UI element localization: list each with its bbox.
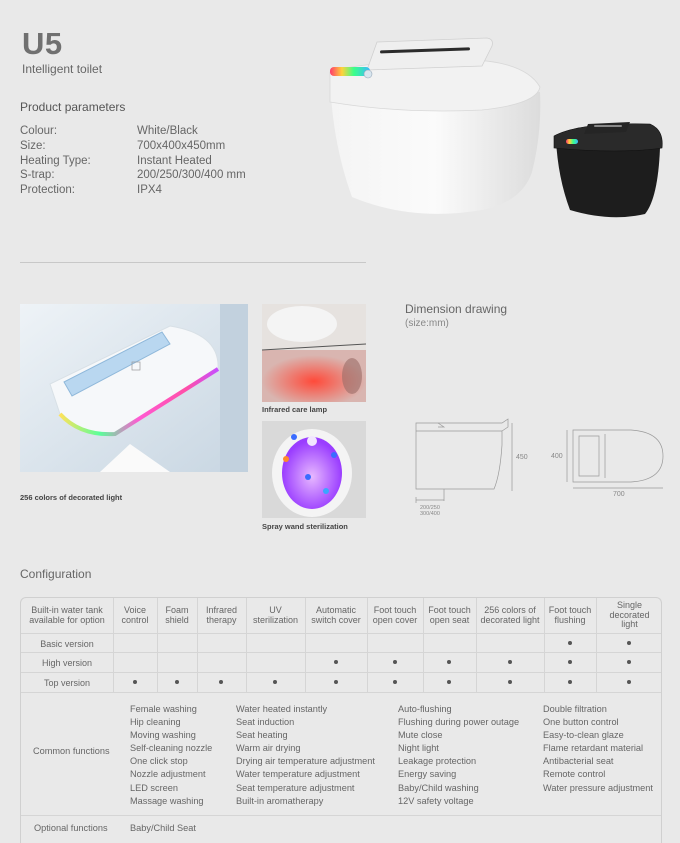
grid-line: [21, 652, 661, 653]
version-mark: [568, 680, 572, 684]
version-mark: [334, 660, 338, 664]
function-item: Seat induction: [236, 717, 295, 728]
function-item: Water heated instantly: [236, 704, 328, 714]
function-item: Antibacterial seat: [543, 756, 614, 767]
header-uv-sterilization: UV sterilization: [253, 605, 299, 625]
param-row-protection: Protection: IPX4: [20, 184, 162, 197]
function-item: Self-cleaning nozzle: [130, 743, 213, 754]
function-item: Water temperature adjustment: [236, 769, 360, 780]
function-item: Leakage protection: [398, 756, 477, 767]
function-item: Night light: [398, 743, 439, 754]
led-caption: 256 colors of decorated light: [20, 493, 123, 502]
function-item: Baby/Child washing: [398, 782, 479, 793]
function-item: Mute close: [398, 730, 443, 741]
function-item: Female washing: [130, 704, 197, 714]
common-functions-column-3: [398, 703, 519, 808]
trap-label-1: 200/250: [420, 505, 440, 511]
dimension-title: Dimension drawing: [405, 302, 508, 316]
width-label: 400: [551, 453, 563, 460]
spray-wand-photo: [262, 421, 366, 518]
params-title: Product parameters: [20, 100, 126, 114]
length-label: 700: [613, 491, 625, 498]
optional-functions-value: Baby/Child Seat: [130, 823, 196, 833]
function-item: LED screen: [130, 782, 179, 793]
function-item: Double filtration: [543, 704, 607, 714]
function-item: One button control: [543, 717, 619, 728]
header-foot-touch-open-seat: Foot touch open seat: [428, 605, 471, 625]
configuration-title: Configuration: [20, 567, 92, 581]
param-row-colour: Colour: White/Black: [20, 125, 198, 137]
function-item: One click stop: [130, 756, 188, 767]
header-automatic-switch-cover: Automatic switch cover: [311, 605, 361, 625]
version-mark: [627, 641, 631, 645]
row-label-high: High version: [41, 657, 93, 668]
configuration-table: [20, 597, 662, 843]
version-mark: [133, 680, 137, 684]
version-mark: [508, 680, 512, 684]
common-functions-label: Common functions: [33, 746, 110, 756]
header-foam-shield: Foam shield: [165, 605, 189, 625]
header-infrared-therapy: Infrared therapy: [205, 605, 238, 625]
function-item: Nozzle adjustment: [130, 769, 206, 780]
function-item: Flame retardant material: [543, 743, 644, 754]
function-item: Seat heating: [236, 730, 288, 741]
function-item: Easy-to-clean glaze: [543, 730, 624, 741]
grid-line: [21, 692, 661, 693]
version-mark: [447, 680, 451, 684]
black-toilet-image: [550, 118, 666, 222]
grid-line: [21, 633, 661, 634]
function-item: Built-in aromatherapy: [236, 795, 324, 806]
version-mark: [219, 680, 223, 684]
white-toilet-image: [322, 32, 544, 218]
height-label: 450: [516, 454, 528, 461]
divider: [20, 262, 366, 263]
header-single-decorated-light: Single decorated light: [609, 600, 650, 630]
common-functions-column-4: [543, 703, 653, 795]
dimension-side-view: [408, 405, 530, 520]
params-list: [20, 124, 246, 198]
grid-line: [21, 672, 661, 673]
version-mark: [627, 680, 631, 684]
infrared-caption: Infrared care lamp: [262, 405, 328, 414]
header-water-tank: Built-in water tank available for option: [29, 605, 105, 625]
header-foot-touch-open-cover: Foot touch open cover: [372, 605, 418, 625]
function-item: Flushing during power outage: [398, 717, 520, 728]
common-functions-column-2: [236, 703, 375, 808]
version-mark: [334, 680, 338, 684]
header-256-colors-light: 256 colors of decorated light: [480, 605, 540, 625]
function-item: Moving washing: [130, 730, 196, 741]
param-row-strap: S-trap: 200/250/300/400 mm: [20, 169, 246, 182]
version-mark: [568, 660, 572, 664]
param-row-heating: Heating Type: Instant Heated: [20, 154, 212, 167]
version-mark: [393, 660, 397, 664]
model-name: U5: [22, 26, 63, 61]
function-item: 12V safety voltage: [398, 795, 474, 806]
function-item: Drying air temperature adjustment: [236, 756, 375, 767]
optional-functions-label: Optional functions: [34, 823, 108, 833]
row-label-basic: Basic version: [40, 638, 94, 649]
dimension-top-view: [545, 420, 667, 498]
function-item: Seat temperature adjustment: [236, 782, 355, 793]
function-item: Remote control: [543, 769, 606, 780]
product-subtitle: Intelligent toilet: [22, 62, 103, 76]
function-item: Water pressure adjustment: [543, 782, 653, 793]
function-item: Energy saving: [398, 769, 457, 780]
version-mark: [447, 660, 451, 664]
dimension-unit: (size:mm): [405, 318, 449, 329]
version-mark: [508, 660, 512, 664]
header-foot-touch-flushing: Foot touch flushing: [548, 605, 592, 625]
version-mark: [627, 660, 631, 664]
header-voice-control: Voice control: [121, 605, 149, 625]
grid-line: [21, 815, 661, 816]
version-mark: [273, 680, 277, 684]
param-row-size: Size: 700x400x450mm: [20, 139, 226, 152]
trap-label-2: 300/400: [420, 511, 440, 517]
version-mark: [568, 641, 572, 645]
common-functions-column-1: [130, 703, 212, 808]
led-light-photo: [20, 304, 248, 472]
spray-caption: Spray wand sterilization: [262, 522, 348, 531]
row-label-top: Top version: [43, 677, 91, 688]
infrared-lamp-photo: [262, 304, 366, 402]
function-item: Massage washing: [130, 795, 204, 806]
version-mark: [393, 680, 397, 684]
function-item: Hip cleaning: [130, 717, 181, 728]
function-item: Warm air drying: [236, 743, 301, 754]
function-item: Auto-flushing: [398, 704, 452, 714]
version-mark: [175, 680, 179, 684]
